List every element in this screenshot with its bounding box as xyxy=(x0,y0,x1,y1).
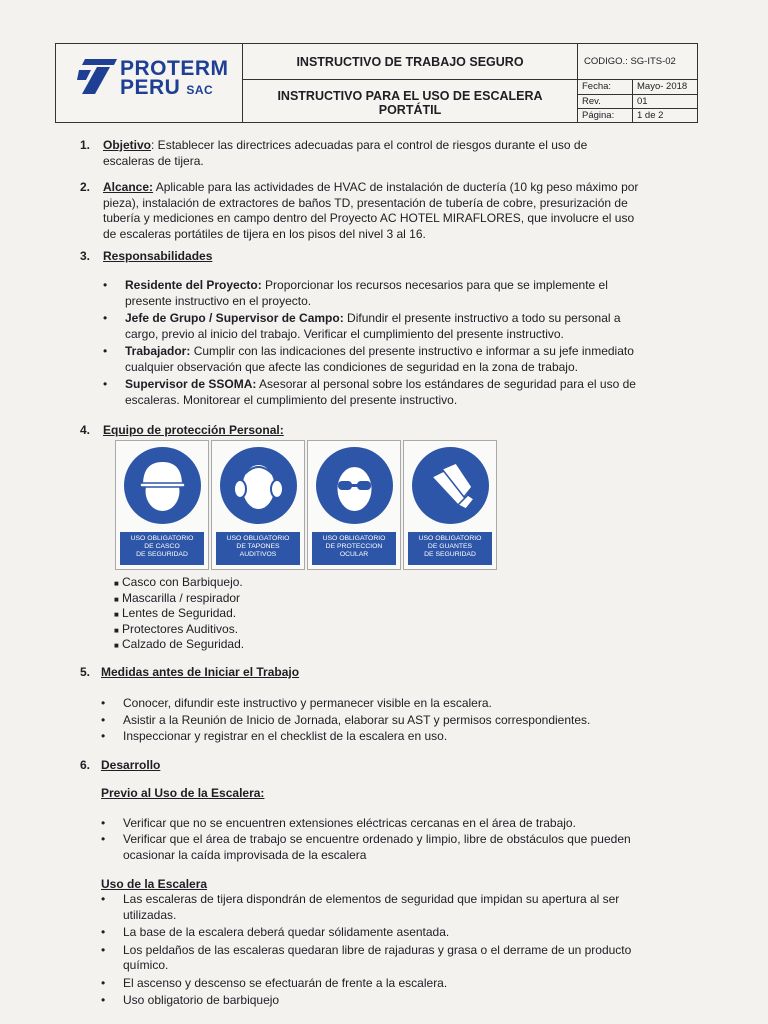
list-item: • Las escaleras de tijera dispondrán de elementos de seguridad que impidan su apertura al ser utilizadas. xyxy=(101,892,620,922)
brand-name-line1: PROTERM xyxy=(120,57,229,80)
list-item: • La base de la escalera deberá quedar sólidamente asentada. xyxy=(101,925,450,939)
sign-caption: USO OBLIGATORIO DE TAPONES AUDITIVOS xyxy=(216,532,300,565)
section-2-title: Alcance: xyxy=(103,180,154,194)
list-item: ■ Lentes de Seguridad. xyxy=(114,606,237,620)
ppe-list xyxy=(114,575,245,653)
brand-name-line2: PERU SAC xyxy=(120,76,214,99)
list-item: • Uso obligatorio de barbiquejo xyxy=(101,993,280,1007)
sign-caption: USO OBLIGATORIO DE PROTECCION OCULAR xyxy=(312,532,396,565)
document-type: INSTRUCTIVO DE TRABAJO SEGURO xyxy=(243,44,577,80)
document-title: INSTRUCTIVO PARA EL USO DE ESCALERA PORTÁTIL xyxy=(277,89,543,117)
responsibilities-list xyxy=(103,278,685,408)
section-5-title: Medidas antes de Iniciar el Trabajo xyxy=(101,665,300,679)
section-1-number: 1. xyxy=(80,138,91,152)
ear-protection-icon xyxy=(220,447,297,524)
sign-caption: USO OBLIGATORIO DE GUANTES DE SEGURIDAD xyxy=(408,532,492,565)
section-objetivo: Objetivo: Establecer las directrices adecuadas para el control de riesgos durante el uso de escaleras de tijera. xyxy=(103,138,588,168)
page-row: Página: 1 de 2 xyxy=(578,109,697,122)
list-item: • Jefe de Grupo / Supervisor de Campo: Difundir el presente instructivo a todo su personal a cargo, previo al inicio del trabajo. Verificar el cumplimiento del presente instructivo. xyxy=(103,311,621,341)
section-4-number: 4. xyxy=(80,423,91,437)
list-item: • Los peldaños de las escaleras quedaran libre de rajaduras y grasa o el derrame de un producto químico. xyxy=(101,942,632,972)
ppe-sign-ear-protection xyxy=(211,440,305,570)
list-item: ■ Protectores Auditivos. xyxy=(114,621,239,636)
section-4-title: Equipo de protección Personal: xyxy=(103,423,284,437)
section-1-title: Objetivo xyxy=(103,138,152,152)
document-code: CODIGO.: SG-ITS-02 xyxy=(578,44,697,80)
company-logo xyxy=(56,44,243,122)
list-item: ■ Calzado de Seguridad. xyxy=(114,637,245,651)
ppe-sign-gloves xyxy=(403,440,497,570)
ppe-sign-goggles xyxy=(307,440,401,570)
sign-caption: USO OBLIGATORIO DE CASCO DE SEGURIDAD xyxy=(120,532,204,565)
list-item: • Trabajador: Cumplir con las indicaciones del presente instructivo e informar a su jefe inmediato cualquier observación que afecte las condiciones de seguridad en la zona de trabajo. xyxy=(103,344,634,374)
list-item: • Inspeccionar y registrar en el checklist de la escalera en uso. xyxy=(101,729,448,743)
list-item: • Supervisor de SSOMA: Asesorar al personal sobre los estándares de seguridad para el uso de escaleras. Monitorear el cumplimiento del presente instructivo. xyxy=(103,377,636,407)
helmet-icon xyxy=(124,447,201,524)
revision-row: Rev. 01 xyxy=(578,95,697,110)
list-item: ■ Mascarilla / respirador xyxy=(114,590,241,605)
list-item: ■ Casco con Barbiquejo. xyxy=(114,575,243,589)
ppe-sign-helmet xyxy=(115,440,209,570)
gloves-icon xyxy=(412,447,489,524)
list-item: • Conocer, difundir este instructivo y permanecer visible en la escalera. xyxy=(101,696,492,710)
list-item: • Verificar que no se encuentren extensiones eléctricas cercanas en el área de trabajo. xyxy=(101,816,576,830)
list-item: • Verificar que el área de trabajo se encuentre ordenado y limpio, libre de obstáculos que pueden ocasionar la caída improvisada de la escalera xyxy=(101,832,631,862)
proterm-logo-icon xyxy=(77,56,117,94)
list-item: • Residente del Proyecto: Proporcionar los recursos necesarios para que se implemente el presente instructivo en el proyecto. xyxy=(103,278,608,308)
document-header xyxy=(55,43,698,123)
date-row: Fecha: Mayo- 2018 xyxy=(578,80,697,95)
subsection-previo-title: Previo al Uso de la Escalera: xyxy=(101,786,265,800)
previo-list xyxy=(101,815,683,863)
brand-suffix: SAC xyxy=(186,83,214,97)
list-item: • El ascenso y descenso se efectuarán de frente a la escalera. xyxy=(101,975,448,990)
section-2-number: 2. xyxy=(80,180,91,194)
subsection-uso-title: Uso de la Escalera xyxy=(101,877,208,891)
section-alcance: Alcance: Aplicable para las actividades de HVAC de instalación de ductería (10 kg peso máximo por pieza), instalación de extractores de baños TD, presentación de tubería de cobre, presurización de tubería y mediciones en campo dentro del Proyecto AC HOTEL MIRAFLORES, que involucre el uso de escaleras portátiles de tijera en los pisos del nivel 3 al 16. xyxy=(103,180,639,241)
uso-list xyxy=(101,892,683,1009)
pre-work-measures-list xyxy=(101,695,683,745)
section-3-number: 3. xyxy=(80,249,91,263)
list-item: • Asistir a la Reunión de Inicio de Jornada, elaborar su AST y permisos correspondientes. xyxy=(101,712,591,727)
section-6-title: Desarrollo xyxy=(101,758,161,772)
section-6-number: 6. xyxy=(80,758,91,772)
goggles-icon xyxy=(316,447,393,524)
section-5-number: 5. xyxy=(80,665,91,679)
section-3-title: Responsabilidades xyxy=(103,249,213,263)
